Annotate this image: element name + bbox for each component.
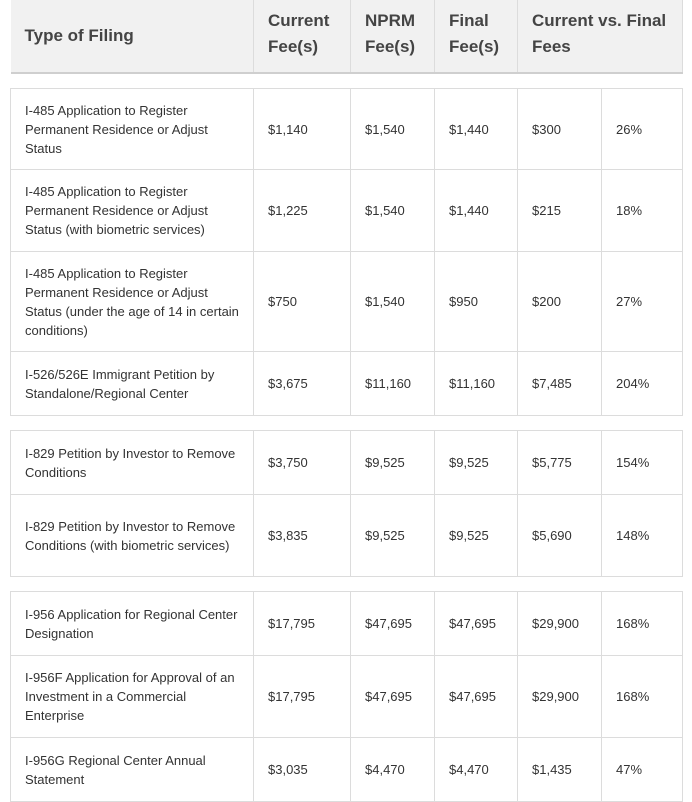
fee-difference-cell: $215 bbox=[518, 170, 602, 252]
fee-percent-change-cell: 27% bbox=[602, 252, 683, 352]
filing-type-cell: I-526/526E Immigrant Petition by Standalone/Regional Center bbox=[11, 352, 254, 416]
nprm-fee-cell: $9,525 bbox=[351, 431, 435, 495]
fee-difference-cell: $7,485 bbox=[518, 352, 602, 416]
filing-type-cell: I-956G Regional Center Annual Statement bbox=[11, 738, 254, 802]
fee-difference-cell: $29,900 bbox=[518, 592, 602, 656]
fee-percent-change-cell: 26% bbox=[602, 89, 683, 170]
fee-percent-change-cell: 204% bbox=[602, 352, 683, 416]
section-spacer bbox=[11, 73, 683, 89]
current-fee-cell: $17,795 bbox=[254, 656, 351, 738]
current-fee-cell: $3,035 bbox=[254, 738, 351, 802]
header-nprm-fees: NPRM Fee(s) bbox=[351, 0, 435, 73]
nprm-fee-cell: $47,695 bbox=[351, 656, 435, 738]
header-type-of-filing: Type of Filing bbox=[11, 0, 254, 73]
table-row bbox=[11, 431, 683, 495]
current-fee-cell: $3,675 bbox=[254, 352, 351, 416]
fee-difference-cell: $29,900 bbox=[518, 656, 602, 738]
final-fee-cell: $9,525 bbox=[435, 495, 518, 577]
nprm-fee-cell: $9,525 bbox=[351, 495, 435, 577]
table-row bbox=[11, 170, 683, 252]
table-row bbox=[11, 252, 683, 352]
nprm-fee-cell: $1,540 bbox=[351, 170, 435, 252]
filing-type-cell: I-956 Application for Regional Center Designation bbox=[11, 592, 254, 656]
fee-difference-cell: $5,690 bbox=[518, 495, 602, 577]
current-fee-cell: $3,835 bbox=[254, 495, 351, 577]
table-row bbox=[11, 352, 683, 416]
nprm-fee-cell: $1,540 bbox=[351, 89, 435, 170]
header-current-vs-final-fees: Current vs. Final Fees bbox=[518, 0, 683, 73]
table-row bbox=[11, 656, 683, 738]
nprm-fee-cell: $11,160 bbox=[351, 352, 435, 416]
filing-type-cell: I-829 Petition by Investor to Remove Conditions bbox=[11, 431, 254, 495]
fee-difference-cell: $200 bbox=[518, 252, 602, 352]
section-spacer bbox=[11, 577, 683, 592]
table-row bbox=[11, 89, 683, 170]
fee-percent-change-cell: 154% bbox=[602, 431, 683, 495]
final-fee-cell: $1,440 bbox=[435, 170, 518, 252]
fee-percent-change-cell: 148% bbox=[602, 495, 683, 577]
final-fee-cell: $9,525 bbox=[435, 431, 518, 495]
nprm-fee-cell: $1,540 bbox=[351, 252, 435, 352]
fee-comparison-table bbox=[10, 0, 683, 802]
nprm-fee-cell: $4,470 bbox=[351, 738, 435, 802]
final-fee-cell: $1,440 bbox=[435, 89, 518, 170]
table-row bbox=[11, 495, 683, 577]
filing-type-cell: I-956F Application for Approval of an Investment in a Commercial Enterprise bbox=[11, 656, 254, 738]
filing-type-cell: I-829 Petition by Investor to Remove Conditions (with biometric services) bbox=[11, 495, 254, 577]
nprm-fee-cell: $47,695 bbox=[351, 592, 435, 656]
current-fee-cell: $3,750 bbox=[254, 431, 351, 495]
fee-difference-cell: $5,775 bbox=[518, 431, 602, 495]
fee-percent-change-cell: 168% bbox=[602, 656, 683, 738]
final-fee-cell: $950 bbox=[435, 252, 518, 352]
header-current-fees: Current Fee(s) bbox=[254, 0, 351, 73]
final-fee-cell: $4,470 bbox=[435, 738, 518, 802]
table-row bbox=[11, 738, 683, 802]
filing-type-cell: I-485 Application to Register Permanent Residence or Adjust Status bbox=[11, 89, 254, 170]
final-fee-cell: $47,695 bbox=[435, 592, 518, 656]
fee-difference-cell: $1,435 bbox=[518, 738, 602, 802]
current-fee-cell: $17,795 bbox=[254, 592, 351, 656]
final-fee-cell: $11,160 bbox=[435, 352, 518, 416]
filing-type-cell: I-485 Application to Register Permanent Residence or Adjust Status (under the age of 14 in certain conditions) bbox=[11, 252, 254, 352]
fee-percent-change-cell: 47% bbox=[602, 738, 683, 802]
fee-percent-change-cell: 168% bbox=[602, 592, 683, 656]
table-header-row bbox=[11, 0, 683, 73]
section-spacer bbox=[11, 416, 683, 431]
fee-percent-change-cell: 18% bbox=[602, 170, 683, 252]
fee-difference-cell: $300 bbox=[518, 89, 602, 170]
current-fee-cell: $1,140 bbox=[254, 89, 351, 170]
header-final-fees: Final Fee(s) bbox=[435, 0, 518, 73]
current-fee-cell: $750 bbox=[254, 252, 351, 352]
filing-type-cell: I-485 Application to Register Permanent Residence or Adjust Status (with biometric services) bbox=[11, 170, 254, 252]
current-fee-cell: $1,225 bbox=[254, 170, 351, 252]
table-row bbox=[11, 592, 683, 656]
final-fee-cell: $47,695 bbox=[435, 656, 518, 738]
